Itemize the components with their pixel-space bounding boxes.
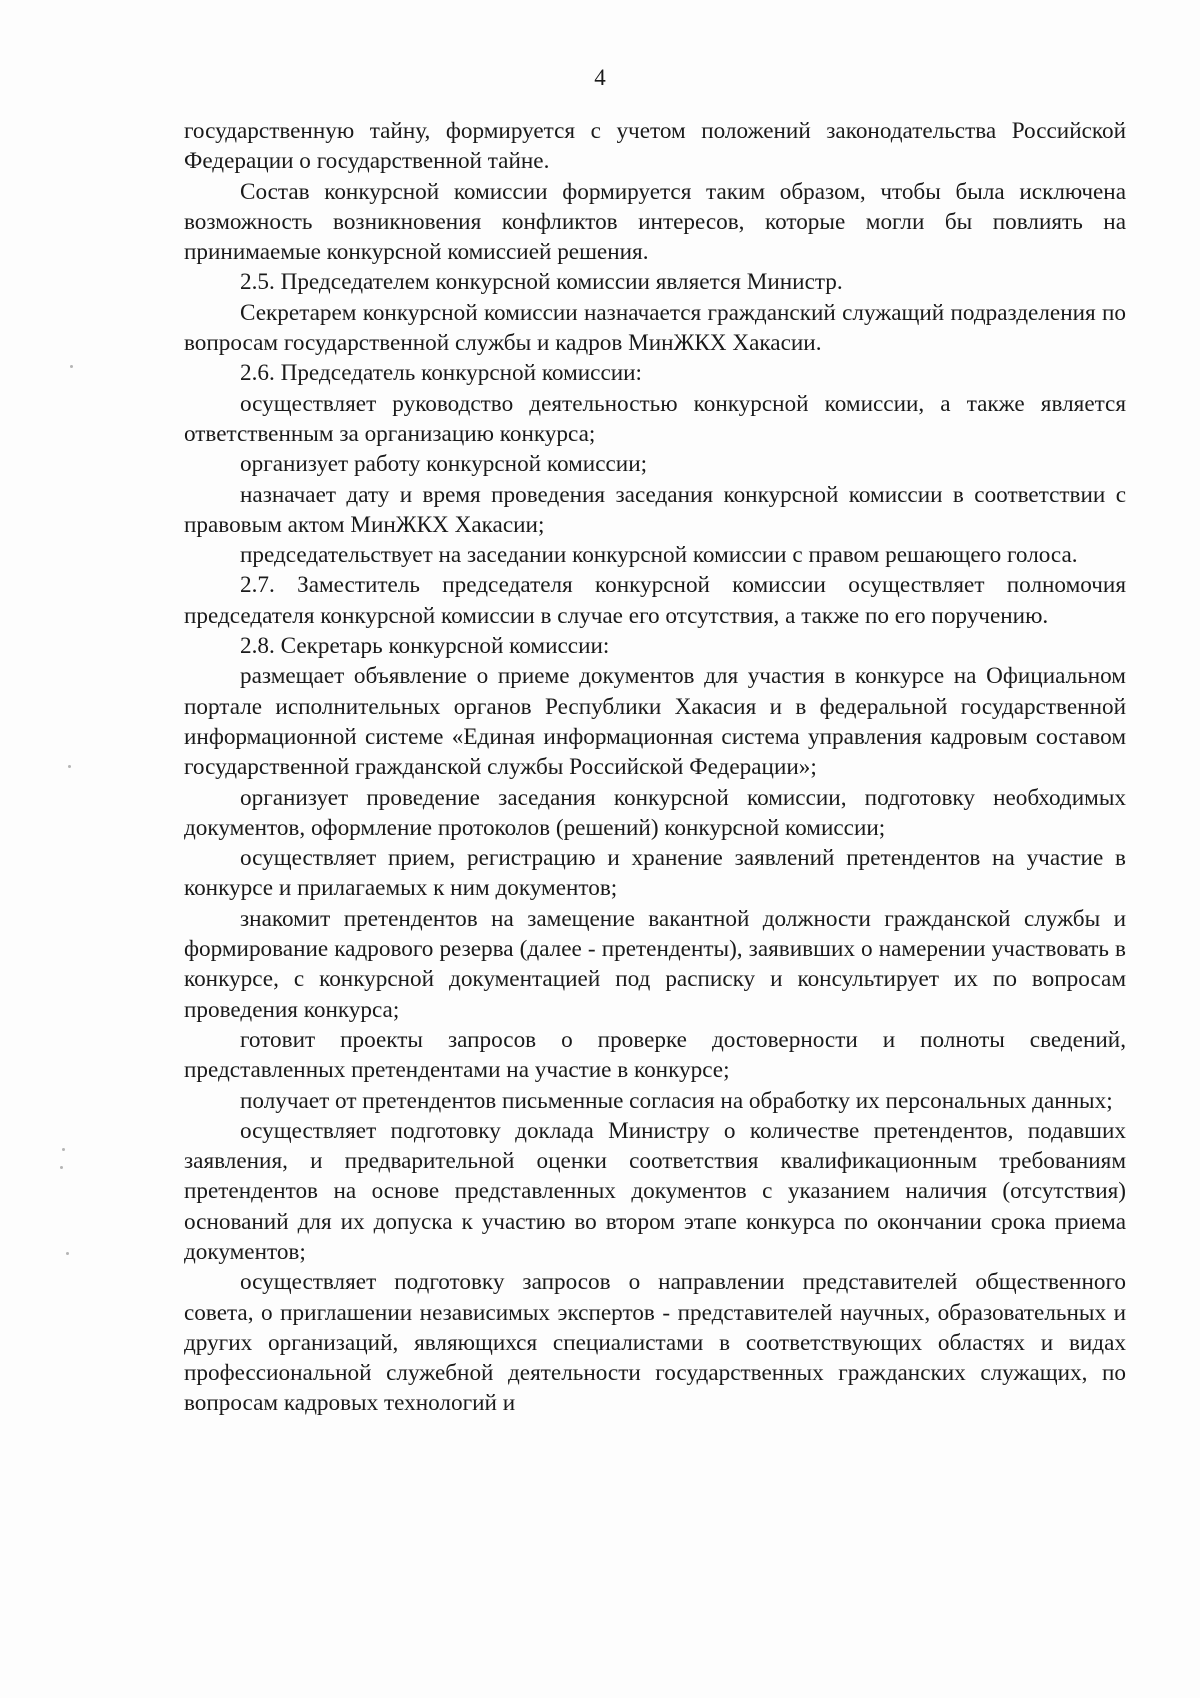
- paragraph: организует проведение заседания конкурсной комиссии, подготовку необходимых документов, оформление протоколов (решений) конкурсной комиссии;: [184, 784, 1126, 841]
- scan-speck: [60, 1166, 63, 1169]
- paragraph: размещает объявление о приеме документов для участия в конкурсе на Официальном портале исполнительных органов Республики Хакасия и в федеральной государственной информационной системе «Единая информационная система управления кадровым составом государственной гражданской службы Российской Федерации»;: [184, 663, 1126, 781]
- scan-speck: [62, 1148, 65, 1151]
- scan-speck: [68, 765, 71, 768]
- paragraph: 2.5. Председателем конкурсной комиссии является Министр.: [240, 269, 843, 296]
- paragraph: осуществляет руководство деятельностью конкурсной комиссии, а также является ответственным за организацию конкурса;: [184, 390, 1126, 447]
- paragraph: знакомит претендентов на замещение вакантной должности гражданской службы и формирование кадрового резерва (далее - претенденты), заявивших о намерении участвовать в конкурсе, с конкурсной документацией под расписку и консультирует их по вопросам проведения конкурса;: [184, 905, 1126, 1023]
- paragraph: осуществляет подготовку доклада Министру о количестве претендентов, подавших заявления, и предварительной оценки соответствия квалификационным требованиям претендентов на основе представленных документов с указанием наличия (отсутствия) оснований для их допуска к участию во втором этапе конкурса по окончании срока приема документов;: [184, 1117, 1126, 1265]
- paragraph: осуществляет прием, регистрацию и хранение заявлений претендентов на участие в конкурсе и прилагаемых к ним документов;: [184, 845, 1126, 902]
- paragraph: 2.7. Заместитель председателя конкурсной комиссии осуществляет полномочия председателя конкурсной комиссии в случае его отсутствия, а также по его поручению.: [184, 572, 1126, 629]
- page-number: 4: [594, 65, 606, 90]
- scan-speck: [66, 1252, 69, 1255]
- document-body: [184, 116, 1126, 1419]
- paragraph: организует работу конкурсной комиссии;: [240, 451, 648, 478]
- paragraph: 2.6. Председатель конкурсной комиссии:: [240, 360, 642, 387]
- paragraph: готовит проекты запросов о проверке достоверности и полноты сведений, представленных претендентами на участие в конкурсе;: [184, 1026, 1126, 1084]
- paragraph: государственную тайну, формируется с учетом положений законодательства Российской Федерации о государственной тайне.: [184, 118, 1126, 175]
- paragraph: осуществляет подготовку запросов о направлении представителей общественного совета, о приглашении независимых экспертов - представителей научных, образовательных и других организаций, являющихся специалистами в соответствующих областях и видах профессиональной служебной деятельности государственных гражданских служащих, по вопросам кадровых технологий и: [184, 1269, 1126, 1417]
- scan-speck: [70, 365, 73, 368]
- paragraph: 2.8. Секретарь конкурсной комиссии:: [240, 633, 610, 660]
- paragraph: Секретарем конкурсной комиссии назначается гражданский служащий подразделения по вопросам государственной службы и кадров МинЖКХ Хакасии.: [184, 299, 1126, 357]
- paragraph: председательствует на заседании конкурсной комиссии с правом решающего голоса.: [240, 542, 1078, 569]
- paragraph: Состав конкурсной комиссии формируется таким образом, чтобы была исключена возможность возникновения конфликтов интересов, которые могли бы повлиять на принимаемые конкурсной комиссией решения.: [184, 178, 1126, 266]
- paragraph: назначает дату и время проведения заседания конкурсной комиссии в соответствии с правовым актом МинЖКХ Хакасии;: [184, 481, 1126, 538]
- paragraph: получает от претендентов письменные согласия на обработку их персональных данных;: [240, 1087, 1113, 1114]
